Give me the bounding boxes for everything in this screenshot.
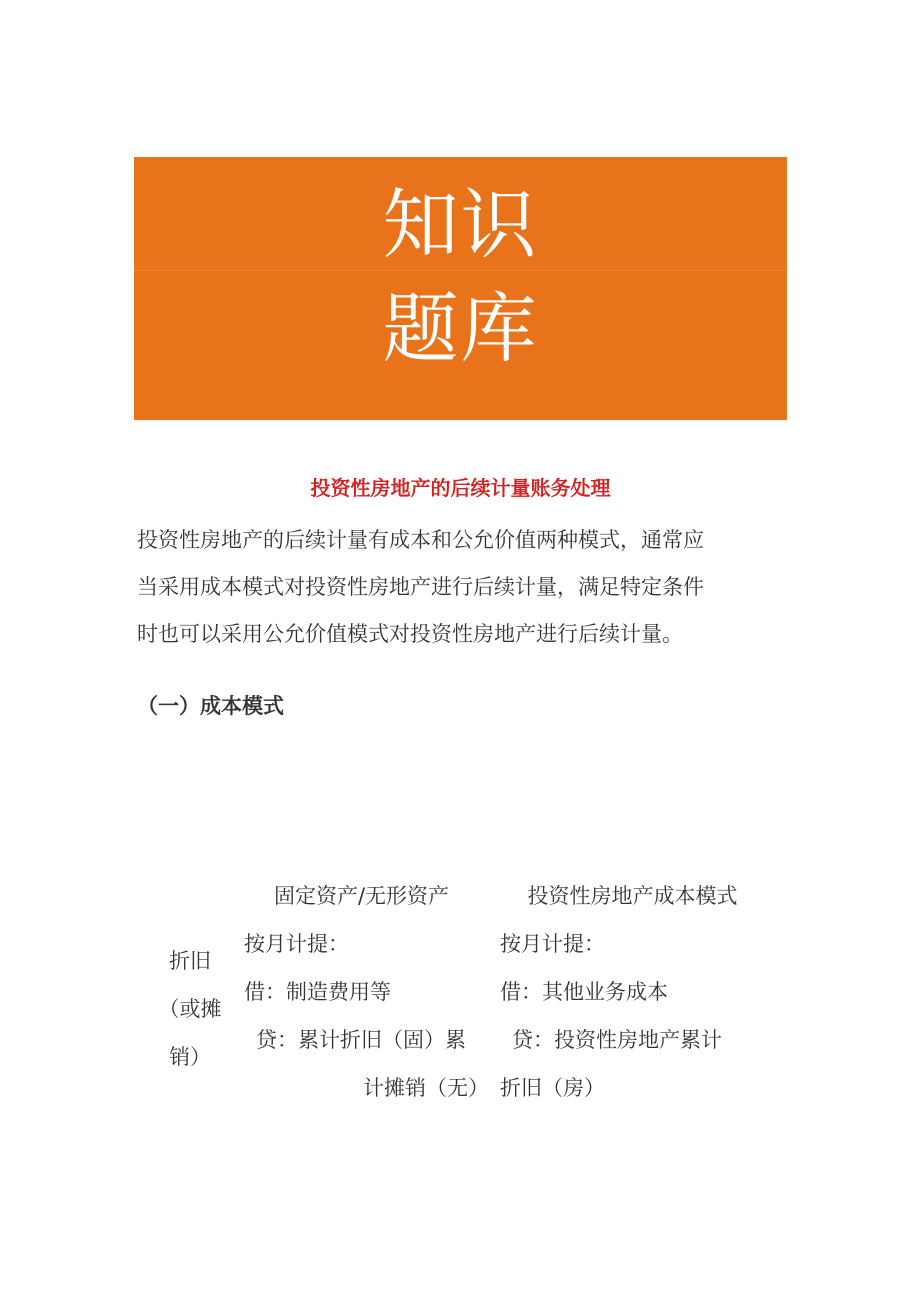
banner-title-line2: 题库 xyxy=(382,284,539,373)
investment-entry-line: 按月计提： xyxy=(500,932,605,956)
banner-divider xyxy=(134,270,787,271)
row-label-line: 销） xyxy=(169,1045,211,1069)
intro-paragraph xyxy=(137,517,777,658)
fixed-entry-line: 贷：累计折旧（固）累 xyxy=(256,1028,466,1052)
table-row-label xyxy=(150,937,230,1081)
section-heading: （一）成本模式 xyxy=(137,694,284,718)
investment-entry-line: 借：其他业务成本 xyxy=(500,980,668,1004)
intro-line: 投资性房地产的后续计量有成本和公允价值两种模式，通常应 xyxy=(137,528,704,552)
investment-entry-line: 贷：投资性房地产累计 xyxy=(512,1028,722,1052)
intro-line: 当采用成本模式对投资性房地产进行后续计量，满足特定条件 xyxy=(137,575,704,599)
investment-entry-line: 折旧（房） xyxy=(500,1076,605,1100)
document-title: 投资性房地产的后续计量账务处理 xyxy=(310,476,611,500)
table-header-investment-property: 投资性房地产成本模式 xyxy=(527,884,738,908)
banner-title-line1: 知识 xyxy=(382,180,539,269)
table-header-fixed-assets: 固定资产/无形资产 xyxy=(273,884,450,908)
fixed-entry-line: 按月计提： xyxy=(244,932,349,956)
knowledge-bank-banner xyxy=(134,157,787,420)
table-cell-fixed-assets xyxy=(244,920,489,1112)
fixed-entry-line: 借：制造费用等 xyxy=(244,980,391,1004)
row-label-line: （或摊 xyxy=(158,997,222,1021)
table-cell-investment-property xyxy=(500,920,765,1112)
fixed-entry-line: 计摊销（无） xyxy=(363,1076,489,1100)
row-label-line: 折旧 xyxy=(169,949,211,973)
intro-line: 时也可以采用公允价值模式对投资性房地产进行后续计量。 xyxy=(137,622,683,646)
